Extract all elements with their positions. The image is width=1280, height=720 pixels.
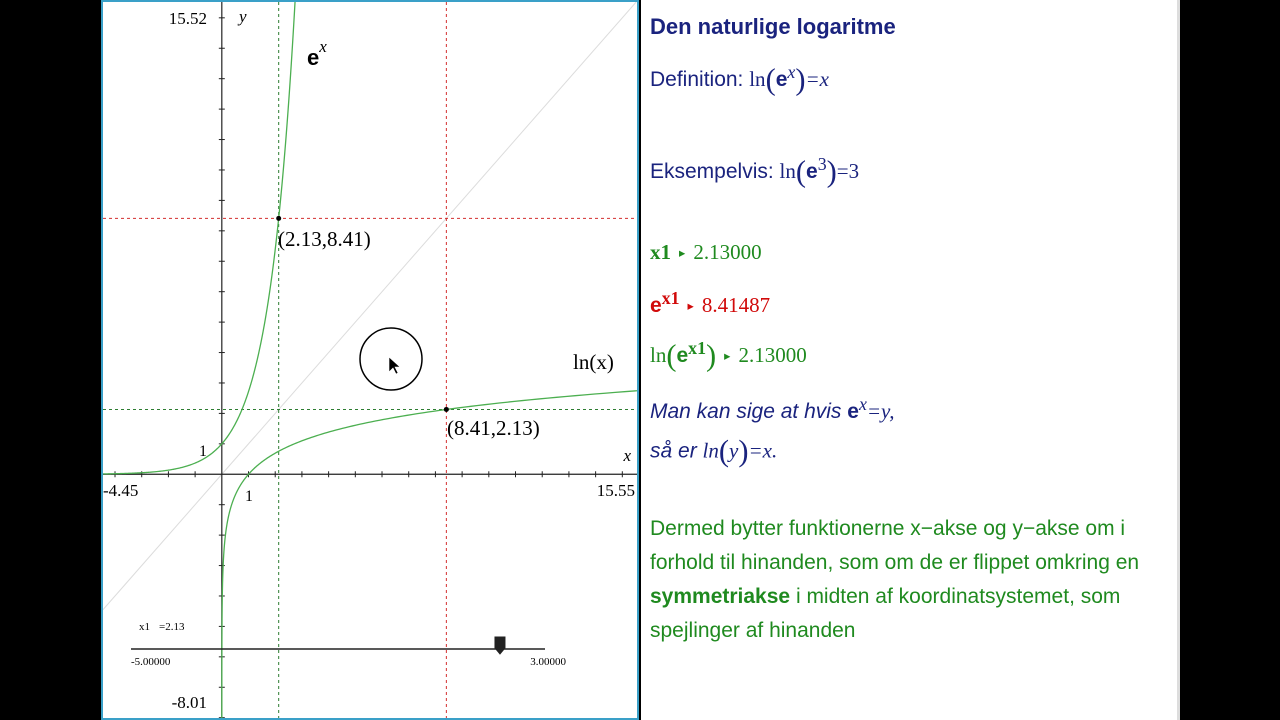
- x-tick-label: 1: [245, 488, 253, 505]
- definition-rhs: =x: [805, 67, 829, 91]
- calc-ln-e: e: [676, 344, 689, 367]
- right-edge-divider: [1177, 0, 1180, 720]
- example-label: Eksempelvis:: [650, 160, 780, 183]
- point-2-label: (8.41,2.13): [447, 416, 540, 440]
- calc-x1-line[interactable]: [650, 240, 762, 265]
- example-rhs: =3: [836, 159, 860, 183]
- notes-pane[interactable]: [641, 0, 1177, 720]
- calc-ln-ln: ln: [650, 343, 667, 367]
- mouse-pointer-icon: [389, 357, 400, 374]
- slider-variable-name: x1: [139, 621, 150, 633]
- statement-1-exponent: x: [858, 394, 867, 414]
- graph-canvas[interactable]: [103, 2, 637, 718]
- statement-line-1: [650, 394, 894, 424]
- example-ln: ln: [779, 159, 796, 183]
- example-e: e: [806, 160, 818, 183]
- exp-curve[interactable]: [103, 2, 295, 474]
- statement-2-suffix: =x.: [748, 438, 778, 463]
- statement-line-2: så er ln(y)=x.: [650, 434, 778, 468]
- statement-1-prefix: Man kan sige at hvis: [650, 400, 848, 423]
- graph-pane[interactable]: [101, 0, 639, 720]
- paragraph-part-2: i midten af koordinatsystemet, som spejlinger af hinanden: [650, 585, 1121, 642]
- x-min-label: -4.45: [103, 481, 139, 500]
- calc-ln-power: x1: [688, 338, 707, 358]
- slider-value-label: =2.13: [159, 621, 185, 633]
- point-on-ln-curve[interactable]: [444, 407, 449, 412]
- statement-1-suffix: =y,: [866, 399, 895, 423]
- definition-label: Definition:: [650, 68, 750, 91]
- paragraph-part-1: Dermed bytter funktionerne x−akse og y−akse om i forhold til hinanden, som om de er flippet omkring en: [650, 517, 1140, 574]
- calc-exp-value: 8.41487: [701, 293, 771, 317]
- point-on-exp-curve[interactable]: [276, 216, 281, 221]
- exp-function-label: $e^x$: [307, 37, 327, 70]
- y-min-label: -8.01: [171, 693, 207, 712]
- calc-exp-e: e: [650, 294, 662, 317]
- slider-min-label: -5.00000: [131, 656, 171, 668]
- definition-ln: ln: [749, 67, 766, 91]
- calc-exp-line[interactable]: [650, 288, 770, 318]
- slider-max-label: 3.00000: [530, 656, 566, 668]
- calc-x1-name: x1: [650, 240, 671, 264]
- statement-2-prefix: så er: [650, 439, 703, 463]
- calc-ln-line[interactable]: ln(ex1) ▸ 2.13000: [650, 338, 807, 373]
- ln-curve[interactable]: [222, 391, 637, 718]
- calc-x1-value: 2.13000: [693, 240, 762, 264]
- point-1-label: (2.13,8.41): [278, 227, 371, 251]
- y-axis-name: y: [239, 7, 247, 26]
- y-tick-label: 1: [199, 443, 207, 460]
- statement-2-y: y: [729, 438, 739, 463]
- identity-line: [103, 2, 636, 610]
- result-arrow-icon: ▸: [687, 299, 694, 314]
- result-arrow-icon: ▸: [679, 246, 686, 261]
- y-max-label: 15.52: [168, 9, 207, 28]
- ln-function-label: ln(x): [573, 350, 614, 374]
- explanation-paragraph: [650, 512, 1165, 648]
- definition-line: Definition: ln(ex)=x: [650, 62, 829, 97]
- slider-handle[interactable]: [495, 637, 505, 654]
- calc-ln-value: 2.13000: [738, 343, 807, 367]
- notes-title: Den naturlige logaritme: [650, 14, 896, 39]
- definition-exponent: x: [787, 62, 796, 82]
- result-arrow-icon: ▸: [724, 349, 731, 364]
- x-max-label: 15.55: [596, 481, 635, 500]
- statement-1-e: e: [847, 400, 859, 423]
- example-line: Eksempelvis: ln(e3)=3: [650, 154, 860, 189]
- example-exponent: 3: [817, 154, 827, 174]
- definition-e: e: [775, 68, 788, 91]
- x-axis-name: x: [623, 446, 631, 465]
- calc-exp-power: x1: [661, 288, 680, 308]
- statement-2-ln: ln: [702, 438, 719, 463]
- paragraph-bold-term: symmetriakse: [650, 585, 791, 608]
